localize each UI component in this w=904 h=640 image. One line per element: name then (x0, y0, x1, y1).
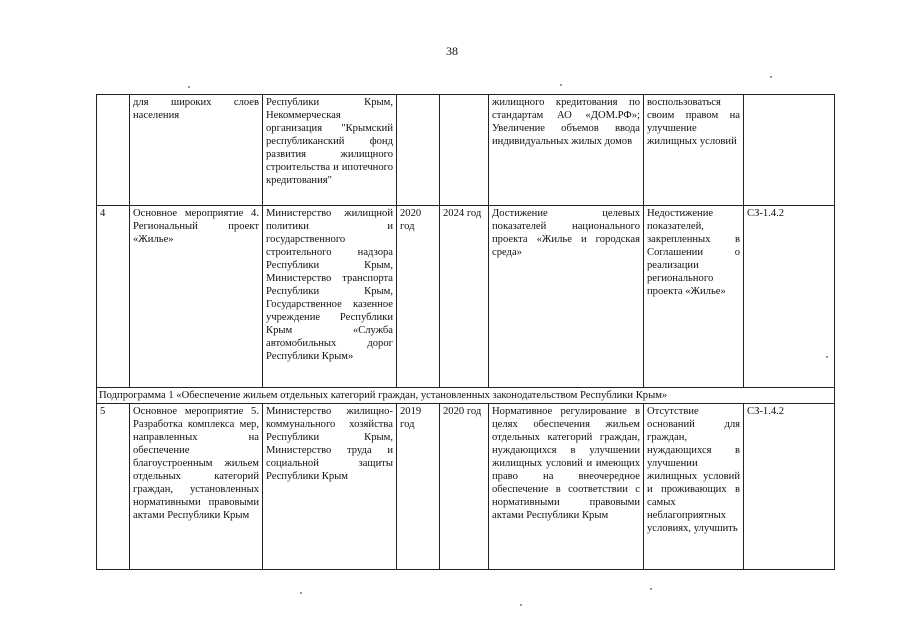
row-number-cell: 5 (97, 404, 130, 570)
table-row (97, 95, 835, 206)
scan-speck (770, 76, 772, 78)
scan-speck (826, 356, 828, 358)
scan-speck (520, 604, 522, 606)
page-number: 38 (446, 44, 458, 58)
executor-cell: Министерство жилищной политики и государственного строительного надзора Республики Крым, Министерство транспорта Республики Крым, Государственное казенное учреждение Республики Крым «Служба автомобильных дорог Республики Крым» (263, 206, 397, 388)
consequence-cell: воспользоваться своим правом на улучшение жилищных условий (644, 95, 744, 206)
row-number-cell (97, 95, 130, 206)
scan-speck (188, 86, 190, 88)
executor-cell: Республики Крым, Некоммерческая организация "Крымский республиканский фонд развития жилищного строительства и ипотечного кредитования" (263, 95, 397, 206)
table-row (97, 404, 835, 570)
subprogram-row (97, 388, 835, 404)
measure-cell: Основное мероприятие 4. Региональный проект «Жилье» (130, 206, 263, 388)
scan-speck (650, 588, 652, 590)
scan-speck (560, 84, 562, 86)
consequence-cell: Недостижение показателей, закрепленных в Соглашении о реализации регионального проекта «Жилье» (644, 206, 744, 388)
executor-cell: Министерство жилищно-коммунального хозяйства Республики Крым, Министерство труда и социальной защиты Республики Крым (263, 404, 397, 570)
link-cell: СЗ-1.4.2 (744, 206, 835, 388)
row-number-cell: 4 (97, 206, 130, 388)
table-row (97, 206, 835, 388)
subprogram-title: Подпрограмма 1 «Обеспечение жильем отдельных категорий граждан, установленных законодательством Республики Крым» (97, 388, 835, 404)
link-cell: СЗ-1.4.2 (744, 404, 835, 570)
end-year-cell: 2020 год (440, 404, 489, 570)
result-cell: Нормативное регулирование в целях обеспечения жильем отдельных категорий граждан, нуждающихся в улучшении жилищных условий и имеющих право на внеочередное обеспечение в соответствии с нормативными правовыми актами Республики Крым (489, 404, 644, 570)
end-year-cell: 2024 год (440, 206, 489, 388)
link-cell (744, 95, 835, 206)
start-year-cell (397, 95, 440, 206)
measure-cell: Основное мероприятие 5. Разработка комплекса мер, направленных на обеспечение благоустроенным жильем отдельных категорий граждан, установленных нормативными правовыми актами Республики Крым (130, 404, 263, 570)
start-year-cell: 2019 год (397, 404, 440, 570)
measure-cell: для широких слоев населения (130, 95, 263, 206)
start-year-cell: 2020 год (397, 206, 440, 388)
end-year-cell (440, 95, 489, 206)
program-measures-table (96, 94, 835, 570)
result-cell: Достижение целевых показателей национального проекта «Жилье и городская среда» (489, 206, 644, 388)
result-cell: жилищного кредитования по стандартам АО «ДОМ.РФ»; Увеличение объемов ввода индивидуальных жилых домов (489, 95, 644, 206)
consequence-cell: Отсутствие оснований для граждан, нуждающихся в улучшении жилищных условий и проживающих в самых неблагоприятных условиях, улучшить (644, 404, 744, 570)
scan-speck (300, 592, 302, 594)
